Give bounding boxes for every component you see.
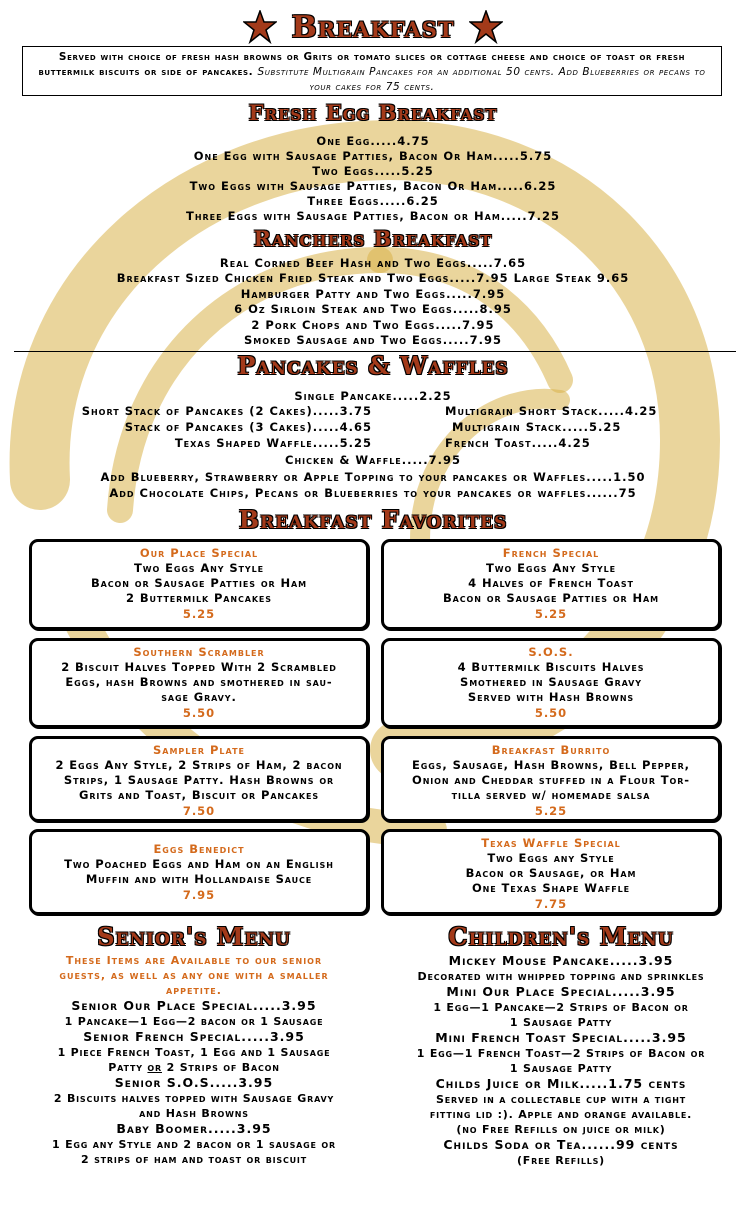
card-line: Two Eggs any Style: [487, 851, 615, 865]
menu-item-desc: fitting lid :). Apple and orange available.: [429, 1108, 693, 1121]
menu-item: Hamburger Patty and Two Eggs.....7.95: [240, 287, 506, 301]
card-line: One Texas Shape Waffle: [471, 881, 631, 895]
menu-item: Add Chocolate Chips, Pecans or Blueberries to your pancakes or waffles......75: [109, 486, 637, 500]
seniors-note: These Items are Available to our senior: [65, 954, 323, 967]
menu-item-desc: 1 Pancake—1 Egg—2 bacon or 1 Sausage: [64, 1015, 324, 1028]
menu-item-desc: 1 Egg—1 Pancake—2 Strips of Bacon or: [433, 1001, 689, 1014]
menu-item-desc: (no Free Refills on juice or milk): [456, 1123, 666, 1136]
title-bar: [0, 6, 746, 48]
favorite-card: [381, 539, 721, 630]
card-title: Sampler Plate: [152, 743, 246, 757]
childrens-menu: [375, 922, 746, 1168]
menu-item: Short Stack of Pancakes (2 Cakes).....3.75: [81, 404, 372, 418]
menu-item: Smoked Sausage and Two Eggs.....7.95: [243, 333, 503, 347]
card-line: Two Eggs Any Style: [134, 561, 264, 575]
menu-item-name: Mini French Toast Special.....3.95: [435, 1030, 687, 1045]
menu-item: Two Eggs.....5.25: [312, 164, 434, 178]
card-line: Bacon or Sausage Patties or Ham: [443, 591, 659, 605]
card-line: tilla served w/ homemade salsa: [451, 788, 651, 802]
menu-item-desc: 1 Piece French Toast, 1 Egg and 1 Sausage: [57, 1046, 331, 1059]
card-line: Eggs, Sausage, Hash Browns, Bell Pepper,: [412, 758, 690, 772]
menu-item: Texas Shaped Waffle.....5.25: [174, 436, 372, 450]
favorite-card: [29, 539, 369, 630]
seniors-heading: Senior's Menu: [97, 922, 291, 951]
card-title: French Special: [502, 546, 600, 560]
pancakes-heading: Pancakes & Waffles: [237, 351, 509, 380]
menu-item: One Egg with Sausage Patties, Bacon Or Ham.....5.75: [193, 149, 553, 163]
menu-item: Multigrain Short Stack.....4.25: [445, 404, 658, 418]
menu-item-desc: 1 Sausage Patty: [509, 1062, 613, 1075]
card-price: 5.25: [534, 607, 568, 621]
card-line: Strips, 1 Sausage Patty. Hash Browns or: [63, 773, 335, 787]
card-line: Grits and Toast, Biscuit or Pancakes: [78, 788, 320, 802]
intro-substitution-note: Substitute Multigrain Pancakes for an additional 50 cents. Add Blueberries or pecans to your cakes for 75 cents.: [257, 66, 706, 93]
menu-item-name: Childs Juice or Milk.....1.75 cents: [435, 1076, 687, 1091]
card-line: Smothered in Sausage Gravy: [460, 675, 642, 689]
menu-item: Multigrain Stack.....5.25: [452, 420, 622, 434]
favorite-card: [29, 829, 369, 915]
menu-item: Single Pancake.....2.25: [294, 389, 452, 403]
menu-item-desc: 1 Sausage Patty: [509, 1016, 613, 1029]
card-price: 7.95: [182, 888, 216, 902]
menu-item-name: Senior French Special.....3.95: [83, 1029, 305, 1044]
card-title: S.O.S.: [528, 645, 574, 659]
card-line: Two Poached Eggs and Ham on an English: [64, 857, 334, 871]
menu-item-name: Senior S.O.S.....3.95: [114, 1075, 274, 1090]
card-line: Two Eggs Any Style: [486, 561, 616, 575]
menu-item-name: Mini Our Place Special.....3.95: [446, 984, 676, 999]
menu-item-desc: [8, 1060, 380, 1075]
menu-item-name: Senior Our Place Special.....3.95: [71, 998, 317, 1013]
menu-item: Three Eggs with Sausage Patties, Bacon or Ham.....7.25: [185, 209, 560, 223]
favorites-heading: Breakfast Favorites: [238, 505, 508, 534]
card-price: 7.50: [182, 804, 216, 818]
menu-item-name: Baby Boomer.....3.95: [116, 1121, 272, 1136]
card-line: 2 Eggs Any Style, 2 Strips of Ham, 2 bacon: [55, 758, 343, 772]
menu-item: Add Blueberry, Strawberry or Apple Topping to your pancakes or Waffles.....1.50: [100, 470, 646, 484]
menu-item-desc: 1 Egg any Style and 2 bacon or 1 sausage or: [51, 1138, 336, 1151]
card-title: Texas Waffle Special: [481, 836, 621, 850]
card-line: Bacon or Sausage, or Ham: [465, 866, 637, 880]
card-price: 5.25: [534, 804, 568, 818]
menu-item: One Egg.....4.75: [316, 134, 430, 148]
card-line: Bacon or Sausage Patties or Ham: [91, 576, 307, 590]
card-line: 4 Buttermilk Biscuits Halves: [457, 660, 645, 674]
childrens-heading: Children's Menu: [448, 922, 674, 951]
menu-item-name: Mickey Mouse Pancake.....3.95: [448, 953, 674, 968]
page-title: Breakfast: [291, 9, 455, 45]
card-title: Southern Scrambler: [133, 645, 265, 659]
ranchers-heading: Ranchers Breakfast: [253, 226, 493, 251]
intro-note-box: [22, 46, 722, 96]
menu-item-desc: 1 Egg—1 French Toast—2 Strips of Bacon or: [416, 1047, 706, 1060]
menu-item: 6 Oz Sirloin Steak and Two Eggs.....8.95: [234, 302, 512, 316]
menu-item: French Toast.....4.25: [445, 436, 591, 450]
menu-item-desc: and Hash Browns: [139, 1107, 249, 1120]
card-title: Breakfast Burrito: [491, 743, 611, 757]
favorite-card: [29, 638, 369, 728]
seniors-menu: [8, 922, 380, 1167]
intro-text: Served with choice of fresh hash browns or Grits or tomato slices or cottage cheese and choice of toast or fresh buttermilk biscuits or side of pancakes.: [38, 51, 686, 78]
menu-item: 2 Pork Chops and Two Eggs.....7.95: [251, 318, 495, 332]
card-line: Eggs, hash Browns and smothered in sau-: [65, 675, 333, 689]
menu-item-name: Childs Soda or Tea......99 cents: [443, 1137, 679, 1152]
desc-text: Patty: [108, 1061, 148, 1074]
menu-item: Breakfast Sized Chicken Fried Steak and Two Eggs.....7.95 Large Steak 9.65: [116, 271, 630, 285]
menu-item: Chicken & Waffle.....7.95: [285, 453, 461, 467]
card-title: Eggs Benedict: [153, 842, 245, 856]
card-line: 2 Biscuit Halves Topped With 2 Scrambled: [61, 660, 337, 674]
card-line: Onion and Cheddar stuffed in a Flour Tor-: [412, 773, 690, 787]
menu-item: Stack of Pancakes (3 Cakes).....4.65: [124, 420, 372, 434]
fresh-egg-heading: Fresh Egg Breakfast: [248, 100, 498, 125]
card-title: Our Place Special: [139, 546, 259, 560]
card-price: 5.50: [534, 706, 568, 720]
menu-item-desc: Served in a collectable cup with a tight: [436, 1093, 686, 1106]
menu-item-desc: 2 strips of ham and toast or biscuit: [81, 1153, 307, 1166]
star-icon: [469, 10, 503, 44]
card-price: 5.25: [182, 607, 216, 621]
favorite-card: [381, 736, 721, 822]
card-line: Muffin and with Hollandaise Sauce: [85, 872, 313, 886]
seniors-note: appetite.: [166, 984, 222, 997]
menu-item-desc: (Free Refills): [516, 1154, 606, 1167]
favorite-card: [381, 638, 721, 728]
menu-item-desc: 2 Biscuits halves topped with Sausage Gravy: [53, 1092, 335, 1105]
desc-underlined: or: [147, 1061, 162, 1074]
seniors-note: guests, as well as any one with a smaller: [59, 969, 329, 982]
card-price: 7.75: [534, 897, 568, 911]
menu-item-desc: Decorated with whipped topping and sprinkles: [417, 970, 705, 983]
card-price: 5.50: [182, 706, 216, 720]
favorite-card: [29, 736, 369, 822]
card-line: 4 Halves of French Toast: [468, 576, 634, 590]
menu-item: Three Eggs.....6.25: [307, 194, 439, 208]
favorite-card: [381, 829, 721, 915]
card-line: Served with Hash Browns: [467, 690, 635, 704]
card-line: 2 Buttermilk Pancakes: [126, 591, 272, 605]
menu-item: Two Eggs with Sausage Patties, Bacon Or Ham.....6.25: [189, 179, 557, 193]
menu-item: Real Corned Beef Hash and Two Eggs.....7.65: [219, 256, 527, 270]
star-icon: [243, 10, 277, 44]
card-line: sage Gravy.: [161, 690, 237, 704]
desc-text: 2 Strips of Bacon: [161, 1061, 280, 1074]
